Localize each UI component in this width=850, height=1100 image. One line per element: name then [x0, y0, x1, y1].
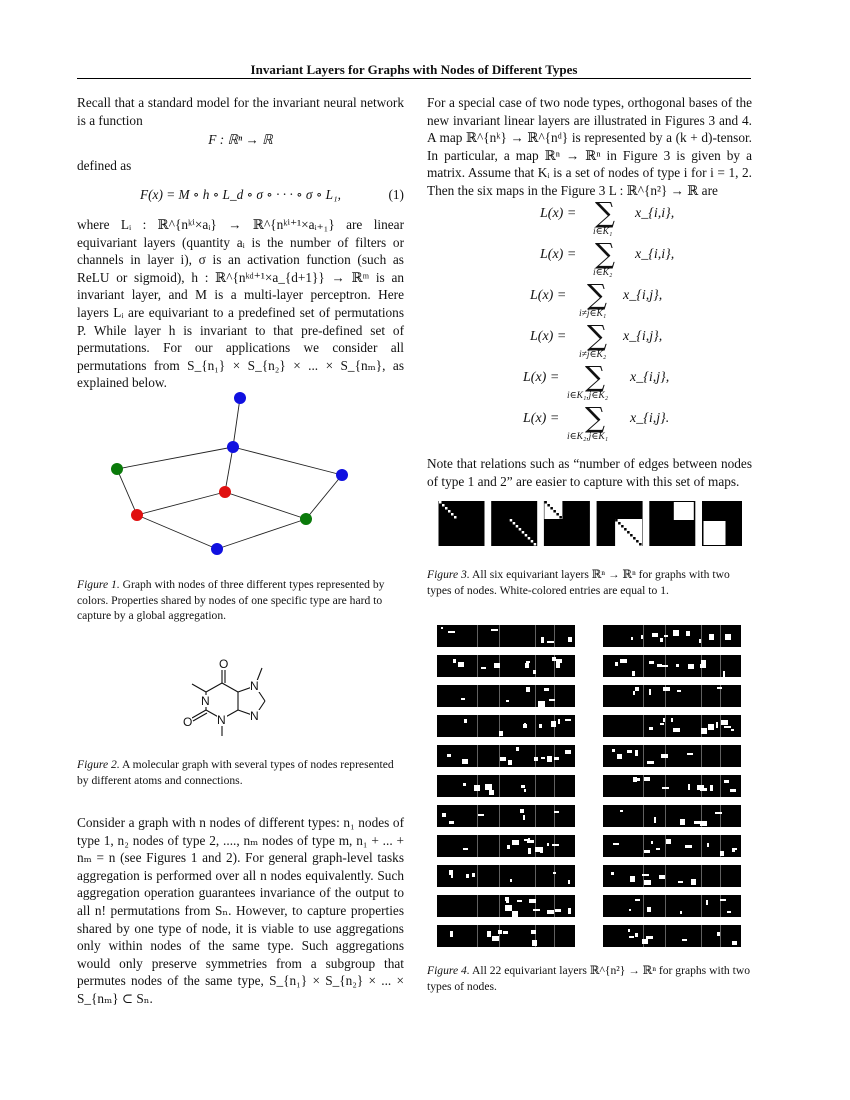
sum-subscript: i∈K₁	[593, 227, 613, 237]
figure-3-matrix	[544, 501, 589, 546]
sum-sigma: ∑	[587, 278, 607, 311]
figure-4-layer	[603, 895, 741, 917]
equation-f: F : ℝⁿ → ℝ	[208, 132, 273, 148]
figure-4-label: Figure 4.	[427, 964, 470, 977]
atom-label: N	[217, 713, 226, 727]
sum-subscript: i∈K₁,j∈K₂	[567, 391, 608, 401]
sum-lhs: L(x) =	[530, 288, 567, 303]
sum-term: x_{i,i},	[635, 206, 675, 221]
figure-4-layer	[437, 745, 575, 767]
sum-equation	[427, 196, 752, 238]
figure-3-matrices	[437, 501, 742, 546]
sum-subscript: i∈K₂,j∈K₁	[567, 432, 608, 442]
figure-4-layer	[603, 715, 741, 737]
sum-sigma: ∑	[595, 237, 615, 270]
node-blue	[211, 543, 223, 555]
figure-4-layer	[437, 655, 575, 677]
paragraph-note-block	[427, 455, 752, 490]
sum-lhs: L(x) =	[523, 411, 560, 426]
sum-subscript: i≠j∈K₂	[579, 350, 607, 360]
figure-4-caption	[427, 963, 752, 994]
node-blue	[234, 392, 246, 404]
sum-lhs: L(x) =	[530, 329, 567, 344]
figure-4-layer	[603, 625, 741, 647]
figure-4-layer	[437, 715, 575, 737]
node-red	[219, 486, 231, 498]
figure-3-text: All six equivariant layers ℝⁿ → ℝⁿ for graphs with two types of nodes. White-colored entries are equal to 1.	[427, 568, 730, 597]
figure-1-graph	[100, 385, 370, 565]
figure-4-layer	[603, 745, 741, 767]
paragraph-consider: Consider a graph with n nodes of different types: n₁ nodes of type 1, n₂ nodes of type 2, ...., nₘ nodes of type m, n₁ + ... + nₘ = n (see Figures 1 and 2). For general graph-level tasks aggregation is performed over all n nodes equivalently. Such aggregation operation guarantees invariance of the output to all n! permutations from Sₙ. However, to capture properties shared by one type of node, it is viable to use aggregations only within nodes of the same type. Such aggregations would only preserve symmetries from a subgroup that permutes nodes of the same type, S_{n₁} × S_{n₂} × ... × S_{nₘ} ⊂ Sₙ.	[77, 815, 404, 1006]
atom-label: O	[183, 715, 193, 729]
figure-4-layer	[603, 655, 741, 677]
equation-1	[77, 186, 404, 204]
figure-2-molecule	[180, 652, 290, 744]
figure-3-caption	[427, 567, 752, 598]
paragraph-defined: defined as	[77, 157, 132, 173]
sum-equation	[427, 401, 752, 443]
figure-4-layer	[437, 805, 575, 827]
figure-4-text: All 22 equivariant layers ℝ^{n²} → ℝⁿ for graphs with two types of nodes.	[427, 964, 750, 993]
figure-4-layer	[603, 775, 741, 797]
figure-2-label: Figure 2.	[77, 758, 120, 771]
figure-2-text: A molecular graph with several types of nodes represented by different atoms and connections.	[77, 758, 394, 787]
sum-equations	[427, 196, 752, 447]
sum-equation	[427, 237, 752, 279]
node-green	[111, 463, 123, 475]
atom-label: N	[250, 679, 259, 693]
figure-3-matrix	[439, 501, 484, 546]
equation-1-body: F(x) = M ∘ h ∘ L_d ∘ σ ∘ · · · ∘ σ ∘ L₁,	[140, 187, 341, 203]
node-blue	[336, 469, 348, 481]
sum-sigma: ∑	[595, 196, 615, 229]
sum-equation	[427, 278, 752, 320]
figure-3-matrix	[492, 501, 537, 546]
figure-4-layer	[437, 925, 575, 947]
figure-4-layer	[437, 625, 575, 647]
atom-label: O	[219, 657, 229, 671]
atom-label: N	[250, 709, 259, 723]
sum-lhs: L(x) =	[540, 206, 577, 221]
paragraph-intro: Recall that a standard model for the invariant neural network is a function	[77, 95, 404, 128]
figure-4-layer	[437, 835, 575, 857]
figure-4-layer	[603, 925, 741, 947]
figure-2-caption	[77, 757, 404, 788]
header-rule	[77, 78, 751, 79]
figure-1-caption	[77, 577, 404, 624]
node-red	[131, 509, 143, 521]
figure-3-matrix	[597, 501, 642, 546]
sum-equation	[427, 319, 752, 361]
sum-term: x_{i,j},	[630, 370, 670, 385]
node-green	[300, 513, 312, 525]
figure-4-layer	[603, 805, 741, 827]
figure-4-layer	[603, 835, 741, 857]
paragraph-note: Note that relations such as “number of edges between nodes of type 1 and 2” are easier to capture with this set of maps.	[427, 456, 752, 489]
sum-term: x_{i,j}.	[630, 411, 670, 426]
paragraph-consider-block	[77, 814, 404, 1008]
figure-4-layer	[603, 865, 741, 887]
sum-sigma: ∑	[587, 319, 607, 352]
figure-4-layer	[437, 865, 575, 887]
atom-label: N	[201, 694, 210, 708]
figure-1-label: Figure 1.	[77, 578, 120, 591]
sum-subscript: i∈K₂	[593, 268, 613, 278]
sum-lhs: L(x) =	[523, 370, 560, 385]
figure-4-layer	[437, 895, 575, 917]
figure-4-layer	[437, 775, 575, 797]
figure-3-label: Figure 3.	[427, 568, 470, 581]
equation-1-number: (1)	[388, 187, 404, 203]
figure-1-text: Graph with nodes of three different types represented by colors. Properties shared by nodes of one specific type are hard to capture by a global aggregation.	[77, 578, 385, 622]
paragraph-where: where Lᵢ : ℝ^{nᵏⁱ×aᵢ} → ℝ^{nᵏⁱ⁺¹×aᵢ₊₁} are linear equivariant layers (quantity aᵢ is the number of filters or channels in layer i), σ is an activation function (such as ReLU or sigmoid), h : ℝ^{nᵏᵈ⁺¹×a_{d+1}} → ℝᵐ is an invariant layer, and M is a multi-layer perceptron. Here layers Lᵢ are equivariant to a predefined set of permutations P. While layer h is invariant to that pre-defined set of permutations. For our applications we consider all permutations from S_{n₁} × S_{n₂} × ... × S_{nₘ}, as explained below.	[77, 216, 404, 391]
paragraph-special-case: For a special case of two node types, orthogonal bases of the new invariant linear layers are illustrated in Figures 3 and 4. A map ℝ^{nᵏ} → ℝ^{nᵈ} is represented by a (k + d)-tensor. In particular, a map ℝⁿ → ℝⁿ in Figure 3 is given by a matrix. Assume that Kᵢ is a set of nodes of type i for i = 1, 2. Then the six maps in the Figure 3 L : ℝ^{n²} → ℝ are	[427, 95, 752, 198]
sum-term: x_{i,j},	[623, 288, 663, 303]
sum-subscript: i≠j∈K₁	[579, 309, 607, 319]
running-header: Invariant Layers for Graphs with Nodes of Different Types	[250, 62, 578, 77]
node-blue	[227, 441, 239, 453]
left-column	[77, 94, 404, 392]
right-column	[427, 94, 752, 200]
figure-3-matrix	[703, 501, 743, 546]
sum-sigma: ∑	[585, 360, 605, 393]
figure-4-layer	[603, 685, 741, 707]
figure-4-layer	[437, 685, 575, 707]
sum-term: x_{i,j},	[623, 329, 663, 344]
sum-term: x_{i,i},	[635, 247, 675, 262]
sum-lhs: L(x) =	[540, 247, 577, 262]
sum-equation	[427, 360, 752, 402]
figure-4-matrices	[437, 625, 742, 947]
figure-3-matrix	[650, 501, 695, 546]
sum-sigma: ∑	[585, 401, 605, 434]
